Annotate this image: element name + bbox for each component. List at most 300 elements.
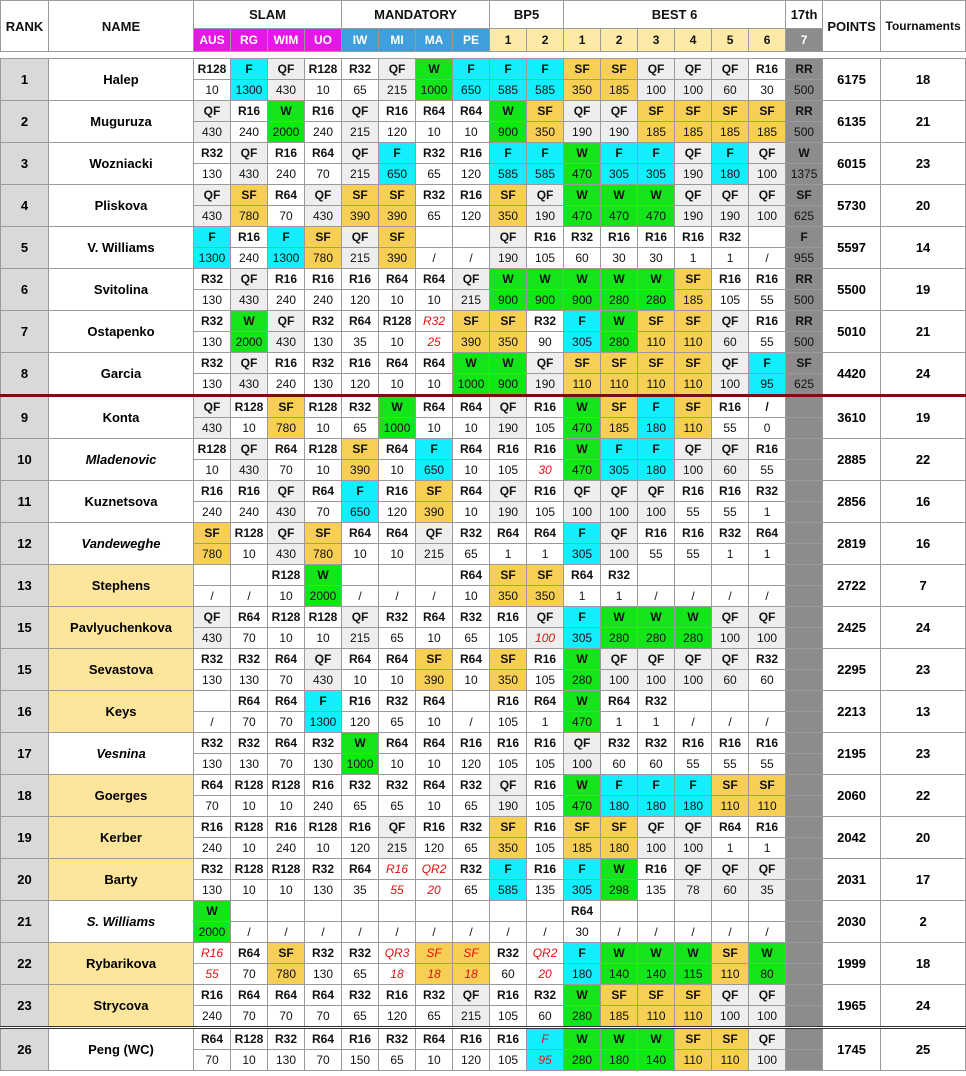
result-cell: R64 [305,1028,342,1050]
points-cell: / [712,712,749,733]
points-cell: 180 [638,418,675,439]
result-cell: R128 [231,859,268,880]
result-cell [675,691,712,712]
result-cell: QF [675,859,712,880]
player-name: Mladenovic [49,439,194,481]
result-cell: SF [601,396,638,418]
result-cell: SF [712,101,749,122]
bp5-col-header: 1 [490,29,527,52]
result-cell: QF [194,607,231,628]
points-cell: 215 [416,544,453,565]
points-cell: 10 [416,290,453,311]
result-cell: F [601,143,638,164]
best6-col-header: 5 [712,29,749,52]
result-cell: QF [305,649,342,670]
points-cell: / [268,922,305,943]
points-cell: 100 [749,1006,786,1028]
result-cell: QF [749,185,786,206]
result-cell: QF [490,481,527,502]
result-cell [712,565,749,586]
player-name: Vesnina [49,733,194,775]
player-row [1,859,966,880]
points-cell: 185 [601,418,638,439]
points-cell [786,418,823,439]
points-cell: 30 [601,248,638,269]
result-cell: QF [194,101,231,122]
result-cell: W [675,943,712,964]
mandatory-col-header: IW [342,29,379,52]
result-cell: R64 [268,691,305,712]
points-cell: 135 [527,880,564,901]
result-cell: SF [194,523,231,544]
result-cell: R64 [416,733,453,754]
result-cell: R128 [231,396,268,418]
player-name: Svitolina [49,269,194,311]
result-cell: R64 [453,396,490,418]
result-cell: R32 [453,523,490,544]
player-name: Muguruza [49,101,194,143]
tournament-count: 7 [881,565,966,607]
spacer [1,52,966,59]
rank-cell: 2 [1,101,49,143]
result-cell: R128 [268,775,305,796]
result-cell: W [490,101,527,122]
points-cell: 110 [675,1006,712,1028]
tournament-count: 21 [881,311,966,353]
result-cell: R32 [527,985,564,1006]
points-cell: 78 [675,880,712,901]
points-cell: 430 [268,544,305,565]
rank-cell: 17 [1,733,49,775]
result-cell: R128 [305,59,342,80]
result-cell: R16 [490,733,527,754]
result-cell: SF [601,353,638,374]
result-cell: R64 [268,985,305,1006]
result-cell: QF [379,59,416,80]
rank-cell: 11 [1,481,49,523]
result-cell [638,901,675,922]
rank-cell: 6 [1,269,49,311]
result-cell: R32 [342,59,379,80]
points-cell: 585 [490,80,527,101]
points-cell [786,502,823,523]
result-cell: W [749,943,786,964]
points-cell: 65 [342,796,379,817]
result-cell [786,649,823,670]
result-cell: R32 [305,311,342,332]
result-cell [379,901,416,922]
points-cell: 240 [268,838,305,859]
result-cell: QF [712,311,749,332]
result-cell: R32 [305,943,342,964]
result-cell: SF [416,943,453,964]
result-cell: R16 [749,733,786,754]
points-cell: 130 [194,332,231,353]
result-cell: W [564,1028,601,1050]
points-cell: 10 [231,1050,268,1071]
points-cell: 65 [453,880,490,901]
result-cell: R64 [453,481,490,502]
total-points: 4420 [823,353,881,396]
tournament-count: 22 [881,439,966,481]
points-cell: 625 [786,206,823,227]
result-cell: W [453,353,490,374]
result-cell: F [527,143,564,164]
result-cell: SF [305,227,342,248]
result-cell: R32 [601,565,638,586]
result-cell [268,901,305,922]
player-row [1,691,966,712]
result-cell: W [786,143,823,164]
result-cell: SF [638,101,675,122]
points-cell: 130 [194,290,231,311]
points-cell: 900 [490,122,527,143]
result-cell [342,565,379,586]
points-cell: 80 [749,964,786,985]
result-cell: QR2 [416,859,453,880]
result-cell: R32 [268,1028,305,1050]
points-cell: 10 [416,374,453,396]
points-cell: 280 [675,628,712,649]
points-cell: 190 [712,206,749,227]
points-cell: 215 [342,628,379,649]
result-cell: W [342,733,379,754]
points-cell: 120 [453,206,490,227]
points-cell: 185 [564,838,601,859]
result-cell: QF [749,985,786,1006]
player-name: Pavlyuchenkova [49,607,194,649]
points-cell: 185 [712,122,749,143]
points-cell: 90 [527,332,564,353]
points-cell: / [342,922,379,943]
player-name: Kerber [49,817,194,859]
player-name: Konta [49,396,194,439]
result-cell: R32 [712,523,749,544]
result-cell: R16 [527,227,564,248]
points-cell: 470 [564,712,601,733]
result-cell: R16 [675,523,712,544]
result-cell: SF [675,311,712,332]
result-cell: SF [490,649,527,670]
result-cell: F [490,859,527,880]
result-cell: R32 [527,311,564,332]
result-cell [749,227,786,248]
tournament-count: 21 [881,101,966,143]
points-cell: 105 [527,796,564,817]
bp5-col-header: 2 [527,29,564,52]
points-cell: 105 [527,838,564,859]
result-cell: W [490,269,527,290]
result-cell: R64 [416,775,453,796]
result-cell: QF [527,185,564,206]
tournament-count: 16 [881,523,966,565]
points-cell: 110 [638,374,675,396]
result-cell: R16 [231,101,268,122]
result-cell [194,565,231,586]
points-cell: 10 [416,1050,453,1071]
result-cell: SF [527,101,564,122]
result-cell: W [564,439,601,460]
result-cell: R64 [749,523,786,544]
points-cell: 240 [194,502,231,523]
points-cell: 65 [453,838,490,859]
points-cell: 10 [342,544,379,565]
player-row [1,523,966,544]
rank-cell: 9 [1,396,49,439]
points-cell: 55 [749,332,786,353]
points-cell: 65 [342,1006,379,1028]
result-cell: QF [712,859,749,880]
points-cell: 100 [675,80,712,101]
result-cell: QF [268,523,305,544]
points-cell: 780 [305,544,342,565]
result-cell: R128 [231,817,268,838]
result-cell: SF [749,775,786,796]
result-cell: R32 [379,607,416,628]
result-cell: SF [675,985,712,1006]
result-cell: R16 [342,817,379,838]
tournament-count: 18 [881,943,966,985]
result-cell: R32 [564,227,601,248]
result-cell: W [305,565,342,586]
result-cell: R64 [527,523,564,544]
points-cell: 585 [490,164,527,185]
points-cell: 650 [416,460,453,481]
points-cell: 10 [453,670,490,691]
total-points: 2031 [823,859,881,901]
points-cell: 110 [638,1006,675,1028]
points-cell: 55 [712,418,749,439]
points-cell: 100 [675,838,712,859]
points-cell: 65 [379,1050,416,1071]
points-cell: 1 [490,544,527,565]
points-cell: 430 [231,460,268,481]
result-cell [675,565,712,586]
points-cell: 130 [194,754,231,775]
result-cell: R64 [527,691,564,712]
result-cell: W [601,859,638,880]
points-cell: 305 [564,880,601,901]
result-cell: R16 [453,1028,490,1050]
total-points: 1745 [823,1028,881,1071]
result-cell: QF [342,607,379,628]
result-cell: F [638,775,675,796]
points-cell: 10 [305,628,342,649]
points-cell: 100 [749,164,786,185]
result-cell: QF [675,143,712,164]
points-cell: 240 [231,122,268,143]
points-cell: 180 [675,796,712,817]
points-cell: 430 [194,122,231,143]
result-cell: R32 [453,775,490,796]
result-cell [231,901,268,922]
points-cell: 110 [712,964,749,985]
rank-cell: 4 [1,185,49,227]
points-cell: 10 [453,502,490,523]
points-cell: 120 [342,374,379,396]
points-cell: 55 [749,754,786,775]
points-cell [786,586,823,607]
result-cell: R32 [416,311,453,332]
points-cell: 60 [490,964,527,985]
result-cell: W [638,185,675,206]
points-cell: 430 [231,164,268,185]
result-cell: R16 [379,859,416,880]
points-cell: 130 [194,164,231,185]
result-cell [749,565,786,586]
result-cell: QF [305,185,342,206]
points-cell: / [675,712,712,733]
points-cell: 105 [490,754,527,775]
total-points: 5730 [823,185,881,227]
result-cell: W [638,943,675,964]
points-cell: 100 [564,502,601,523]
result-cell: SF [675,396,712,418]
points-cell: 140 [638,1050,675,1071]
points-cell: 105 [527,248,564,269]
result-cell: SF [601,985,638,1006]
points-cell: 1000 [342,754,379,775]
points-cell: 240 [231,502,268,523]
result-cell: R64 [379,353,416,374]
result-cell: R16 [638,227,675,248]
result-cell: F [786,227,823,248]
points-cell: 120 [416,838,453,859]
points-cell: 10 [379,374,416,396]
points-cell: 130 [305,332,342,353]
mandatory-col-header: MI [379,29,416,52]
points-cell: 110 [675,418,712,439]
points-cell: / [453,248,490,269]
result-cell: R64 [379,523,416,544]
total-points: 2030 [823,901,881,943]
player-row [1,565,966,586]
points-cell: 65 [416,1006,453,1028]
points-cell: 105 [527,502,564,523]
result-cell [416,901,453,922]
rank-cell: 16 [1,691,49,733]
tournament-count: 20 [881,817,966,859]
points-cell: 500 [786,122,823,143]
points-cell: / [638,922,675,943]
points-cell: 65 [379,796,416,817]
points-cell: 60 [712,670,749,691]
player-row [1,269,966,290]
result-cell: R16 [527,481,564,502]
points-cell: 780 [268,418,305,439]
points-cell: 105 [490,1050,527,1071]
result-cell [786,943,823,964]
points-cell: 10 [194,80,231,101]
points-cell: / [749,922,786,943]
points-cell: 65 [342,964,379,985]
points-cell: 65 [416,206,453,227]
points-cell: 650 [342,502,379,523]
points-cell: 240 [268,290,305,311]
result-cell: R16 [490,691,527,712]
result-cell: F [564,311,601,332]
points-cell: 215 [342,122,379,143]
points-cell: 0 [749,418,786,439]
result-cell: R16 [712,481,749,502]
points-cell: 780 [305,248,342,269]
points-cell: 20 [527,964,564,985]
result-cell: F [638,396,675,418]
result-cell: SF [268,396,305,418]
player-row [1,143,966,164]
rank-cell: 18 [1,775,49,817]
points-cell: 100 [712,374,749,396]
total-points: 6175 [823,59,881,101]
result-cell: / [749,396,786,418]
points-cell [786,1006,823,1028]
points-cell: 350 [490,332,527,353]
points-cell: 100 [564,754,601,775]
points-cell: 1000 [379,418,416,439]
points-cell: 105 [527,670,564,691]
result-cell: R16 [712,396,749,418]
tournament-count: 25 [881,1028,966,1071]
points-cell: 215 [453,1006,490,1028]
points-cell: / [342,586,379,607]
points-cell: 105 [490,460,527,481]
points-cell: 100 [638,838,675,859]
points-cell: 70 [231,964,268,985]
points-cell: 100 [601,502,638,523]
rank-cell: 3 [1,143,49,185]
result-cell: F [601,439,638,460]
result-cell: R16 [712,733,749,754]
result-cell [231,565,268,586]
player-row [1,1028,966,1050]
result-cell: QF [638,481,675,502]
points-cell [786,922,823,943]
points-cell: 100 [638,670,675,691]
result-cell: R16 [342,269,379,290]
best6-col-header: 1 [564,29,601,52]
rank-cell: 15 [1,607,49,649]
result-cell: SF [379,227,416,248]
points-cell: 190 [675,206,712,227]
points-cell: 350 [490,586,527,607]
player-name: S. Williams [49,901,194,943]
result-cell: F [564,607,601,628]
result-cell: R16 [527,396,564,418]
points-cell: 65 [453,628,490,649]
rank-cell: 8 [1,353,49,396]
tournament-count: 20 [881,185,966,227]
points-cell: 55 [379,880,416,901]
points-cell: 1300 [194,248,231,269]
result-cell: R128 [194,439,231,460]
result-cell [527,901,564,922]
player-row [1,59,966,80]
result-cell: R16 [638,523,675,544]
result-cell: W [601,269,638,290]
result-cell: R64 [268,733,305,754]
result-cell: SF [675,101,712,122]
points-cell: / [490,922,527,943]
result-cell: F [268,227,305,248]
total-points: 6015 [823,143,881,185]
points-cell: 240 [305,290,342,311]
result-cell: R64 [416,691,453,712]
points-cell: 120 [342,290,379,311]
result-cell: QF [527,353,564,374]
result-cell: QF [416,523,453,544]
points-cell: 10 [453,418,490,439]
total-points: 2213 [823,691,881,733]
